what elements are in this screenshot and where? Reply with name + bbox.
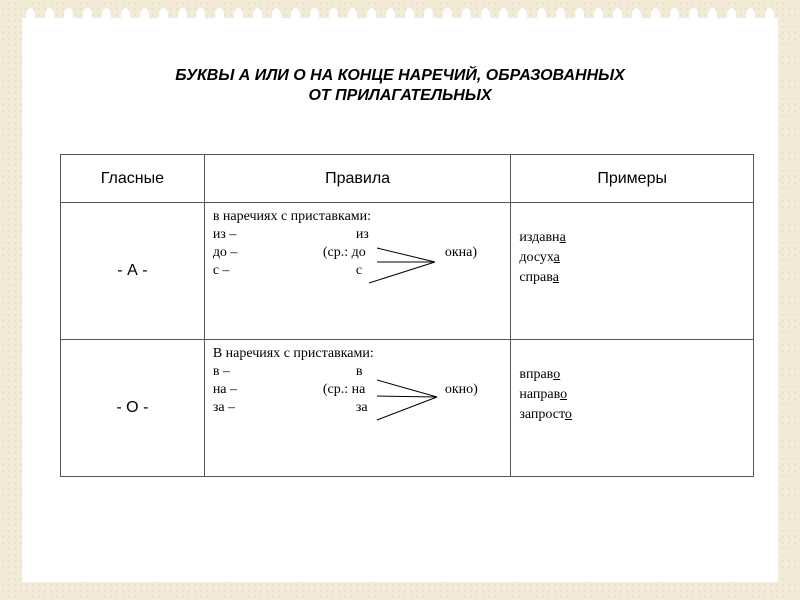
rule-prefix: с –	[212, 263, 230, 278]
rule-compare: (ср.: на	[322, 382, 366, 397]
rule-compare-noun: окно)	[444, 382, 478, 397]
rule-prefix: из –	[212, 227, 237, 242]
rule-intro-o: В наречиях с приставками:	[212, 346, 374, 361]
example-item: издавна	[519, 230, 566, 245]
vowel-a: - А -	[61, 203, 205, 340]
example-item: справа	[519, 270, 559, 285]
rule-compare: (ср.: до	[322, 245, 366, 260]
rule-intro-a: в наречиях с приставками:	[212, 209, 372, 224]
rule-prefix-repeat: из	[355, 227, 369, 242]
rule-prefix: на –	[212, 382, 238, 397]
title-line-1: БУКВЫ А ИЛИ О НА КОНЦЕ НАРЕЧИЙ, ОБРАЗОВАННЫХ	[175, 67, 625, 84]
rule-compare-noun: окна)	[444, 245, 477, 260]
rules-table	[60, 154, 754, 477]
rule-prefix-repeat: за	[355, 400, 368, 415]
rule-line	[213, 244, 503, 262]
rule-line	[213, 363, 503, 381]
slide-title	[0, 66, 800, 106]
examples-cell-o	[511, 340, 754, 477]
rule-prefix: за –	[212, 400, 236, 415]
example-item: направо	[519, 387, 568, 402]
rule-prefix-repeat: в	[355, 364, 363, 379]
rule-prefix: в –	[212, 364, 230, 379]
header-examples: Примеры	[511, 155, 754, 203]
header-rules: Правила	[204, 155, 511, 203]
rule-line	[213, 226, 503, 244]
rule-cell-o	[204, 340, 511, 477]
table-row-o	[61, 340, 754, 477]
example-item: запросто	[519, 407, 572, 422]
examples-cell-a	[511, 203, 754, 340]
rule-cell-a	[204, 203, 511, 340]
table-row-a	[61, 203, 754, 340]
rule-prefix: до –	[212, 245, 238, 260]
rule-line	[213, 262, 503, 280]
rule-line	[213, 381, 503, 399]
title-line-2: ОТ ПРИЛАГАТЕЛЬНЫХ	[308, 87, 492, 104]
header-row	[61, 155, 754, 203]
rule-line	[213, 399, 503, 417]
vowel-o: - О -	[61, 340, 205, 477]
header-vowels: Гласные	[61, 155, 205, 203]
example-item: вправо	[519, 367, 561, 382]
rule-prefix-repeat: с	[355, 263, 363, 278]
example-item: досуха	[519, 250, 560, 265]
